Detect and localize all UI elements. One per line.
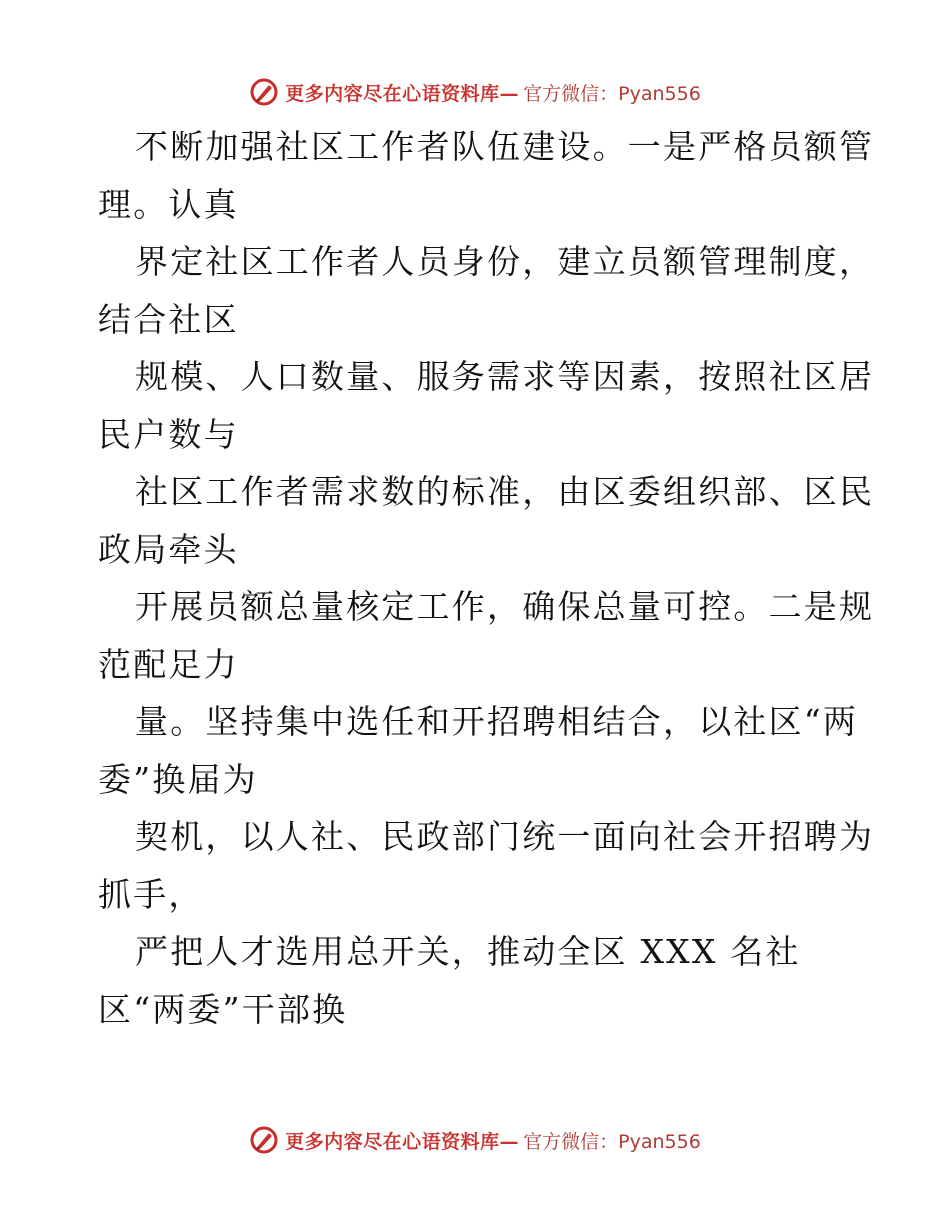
paragraph	[98, 693, 858, 808]
paragraph-line-2: 范配足力	[98, 644, 239, 684]
paragraph-line-2: 理。认真	[98, 184, 239, 224]
paragraph	[98, 348, 875, 463]
paragraph	[98, 808, 875, 923]
paragraph	[98, 463, 875, 578]
paragraph-line-2: 区“两委”干部换	[98, 989, 348, 1029]
paragraph-line-1: 量。坚持集中选任和开招聘相结合，以社区“两	[135, 702, 859, 741]
paragraph-line-1: 规模、人口数量、服务需求等因素，按照社区居	[135, 357, 875, 396]
paragraph	[98, 923, 858, 1038]
paragraph-line-1: 界定社区工作者人员身份，建立员额管理制度，	[135, 242, 875, 281]
paragraph-line-2: 政局牵头	[98, 529, 239, 569]
paragraph	[98, 233, 875, 348]
watermark-wechat: 官方微信：Pyan556	[523, 1130, 701, 1153]
paragraph-line-1: 社区工作者需求数的标准，由区委组织部、区民	[135, 472, 875, 511]
watermark-wechat: 官方微信：Pyan556	[523, 82, 701, 105]
watermark-banner-top	[0, 72, 950, 112]
document-body	[98, 118, 875, 1038]
watermark-text: 更多内容尽在心语资料库—	[285, 1130, 520, 1153]
paragraph-line-2: 民户数与	[98, 414, 239, 454]
paragraph	[98, 578, 875, 693]
watermark-banner-bottom	[0, 1120, 950, 1160]
paragraph-line-2: 结合社区	[98, 299, 239, 339]
pen-logo-icon	[249, 1125, 279, 1155]
paragraph-line-1: 开展员额总量核定工作，确保总量可控。二是规	[135, 587, 875, 626]
paragraph-line-1: 不断加强社区工作者队伍建设。一是严格员额管	[135, 127, 875, 166]
paragraph	[98, 118, 875, 233]
pen-logo-icon	[249, 77, 279, 107]
watermark-text: 更多内容尽在心语资料库—	[285, 82, 520, 105]
paragraph-line-2: 委”换届为	[98, 759, 258, 799]
paragraph-line-1: 契机，以人社、民政部门统一面向社会开招聘为	[135, 817, 875, 856]
paragraph-line-1: 严把人才选用总开关，推动全区 XXX 名社	[135, 932, 801, 971]
paragraph-line-2: 抓手，	[98, 874, 204, 914]
